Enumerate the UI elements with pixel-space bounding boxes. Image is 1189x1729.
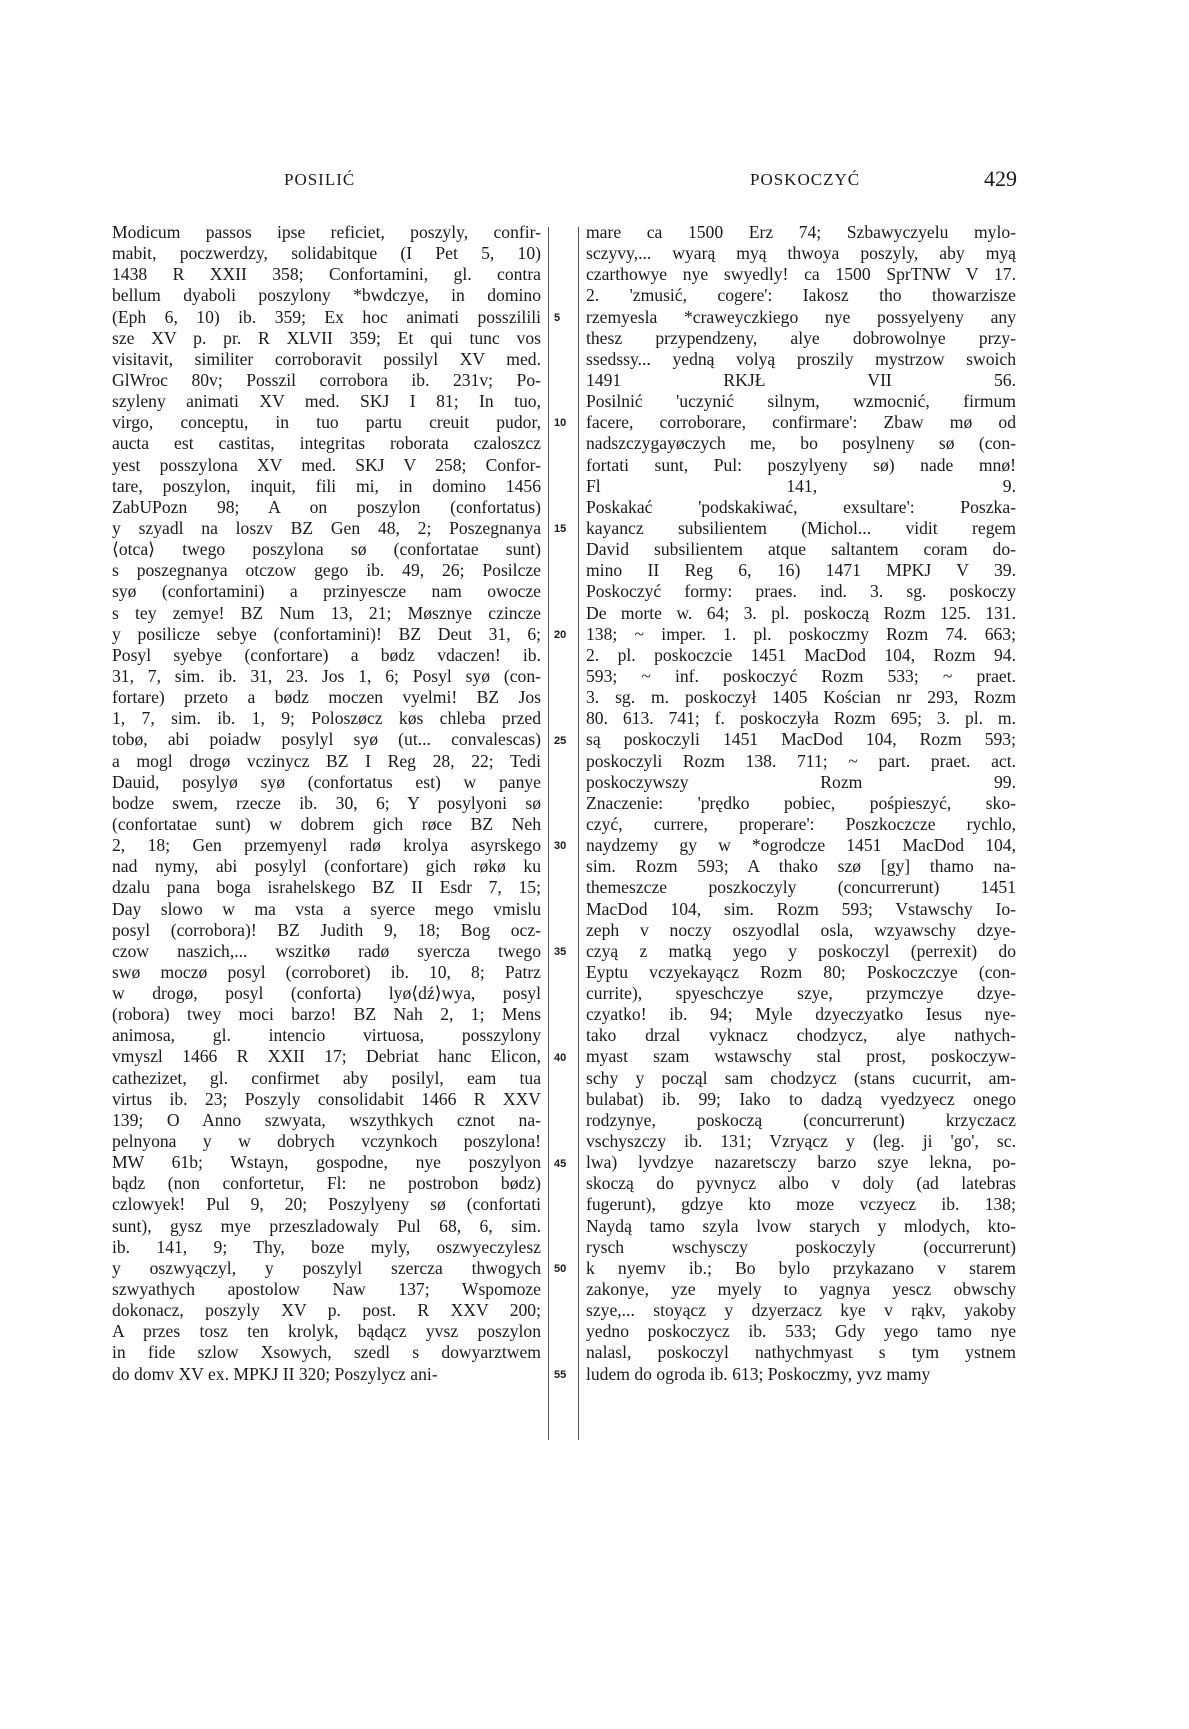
left-column xyxy=(112,222,541,1385)
text-line: themeszcze poszkoczyly (concurrerunt) 1451 xyxy=(586,877,1016,898)
text-line: syø (confortamini) a przinyescze nam owocze xyxy=(112,581,541,602)
line-number: 55 xyxy=(554,1369,567,1382)
line-number: 25 xyxy=(554,734,567,747)
text-line: bellum dyaboli poszylony *bwdczye, in domino xyxy=(112,285,541,306)
text-line: ib. 141, 9; Thy, boze myly, oszwyeczylesz xyxy=(112,1236,541,1257)
text-line: y posilicze sebye (confortamini)! BZ Deut 31, 6; xyxy=(112,623,541,644)
text-line: są poskoczyli 1451 MacDod 104, Rozm 593; xyxy=(586,729,1016,750)
text-line: mabit, poczwerdzy, solidabitque (I Pet 5, 10) xyxy=(112,243,541,264)
text-line: dokonacz, poszyly XV p. post. R XXV 200; xyxy=(112,1300,541,1321)
line-number: 20 xyxy=(554,628,567,641)
text-line: Modicum passos ipse reficiet, poszyly, confir- xyxy=(112,222,541,242)
right-column xyxy=(586,222,1016,1385)
text-line: virgo, conceptu, in tuo partu creuit pudor, xyxy=(112,412,541,433)
text-line: mino II Reg 6, 16) 1471 MPKJ V 39. xyxy=(586,560,1016,581)
text-line: yest posszylona XV med. SKJ V 258; Confor- xyxy=(112,454,541,475)
text-line: 3. sg. m. poskoczył 1405 Kościan nr 293, Rozm xyxy=(586,687,1016,708)
text-line: fugerunt), gdzye kto moze vczyecz ib. 138; xyxy=(586,1194,1016,1215)
text-line: zeph v noczy oszyodlal osla, wzyawschy dzye- xyxy=(586,919,1016,940)
text-line: mare ca 1500 Erz 74; Szbawyczyelu mylo- xyxy=(586,222,1016,242)
text-line: nad nymy, abi posylyl (confortare) gich røkø ku xyxy=(112,856,541,877)
text-line: tare, poszylon, inquit, fili mi, in domino 1456 xyxy=(112,475,541,496)
text-line: in fide szlow Xsowych, szedl s dowyarztwem xyxy=(112,1342,541,1363)
text-line: skoczą do pyvnycz albo v doly (ad latebras xyxy=(586,1173,1016,1194)
text-line: s tey zemye! BZ Num 13, 21; Møsznye czincze xyxy=(112,602,541,623)
text-line: vmyszl 1466 R XXII 17; Debriat hanc Elicon, xyxy=(112,1046,541,1067)
text-line: 2, 18; Gen przemyenyl radø krolya asyrskego xyxy=(112,835,541,856)
text-line: 139; O Anno szwyata, wszythkych cznot na- xyxy=(112,1109,541,1130)
text-line: czyć, currere, properare': Poszkoczcze rychlo, xyxy=(586,813,1016,834)
line-number: 15 xyxy=(554,523,567,536)
text-line: Posilnić 'uczynić silnym, wzmocnić, firmum xyxy=(586,391,1016,412)
text-line: 1, 7, sim. ib. 1, 9; Poloszøcz køs chleba przed xyxy=(112,708,541,729)
text-line: MacDod 104, sim. Rozm 593; Vstawschy Io- xyxy=(586,898,1016,919)
text-line: czlowyek! Pul 9, 20; Poszylyeny sø (confortati xyxy=(112,1194,541,1215)
text-line: do domv XV ex. MPKJ II 320; Poszylycz ani- xyxy=(112,1363,438,1384)
text-line: lwa) lyvdzye nazaretsczy barzo szye lekna, po- xyxy=(586,1152,1016,1173)
text-line: szwyathych apostolow Naw 137; Wspomoze xyxy=(112,1279,541,1300)
text-line: schy y począl sam chodzycz (stans cucurrit, am- xyxy=(586,1067,1016,1088)
text-line: bulabat) ib. 99; Iako to dadzą vyedzyecz onego xyxy=(586,1088,1016,1109)
line-number: 50 xyxy=(554,1263,567,1276)
text-line: yedno poskoczycz ib. 533; Gdy yego tamo nye xyxy=(586,1321,1016,1342)
text-line: MW 61b; Wstayn, gospodne, nye poszylyon xyxy=(112,1152,541,1173)
text-line: ssedssy... yedną volyą proszily mystrzow swoich xyxy=(586,348,1016,369)
text-line: 2. 'zmusić, cogere': Iakosz tho thowarzisze xyxy=(586,285,1016,306)
text-line: facere, corroborare, confirmare': Zbaw mø od xyxy=(586,412,1016,433)
text-line: 2. pl. poskoczcie 1451 MacDod 104, Rozm 94. xyxy=(586,644,1016,665)
text-line: nadszczygayøczych me, bo posylneny sø (con- xyxy=(586,433,1016,454)
text-line: 1438 R XXII 358; Confortamini, gl. contra xyxy=(112,264,541,285)
text-line: animosa, gl. intencio virtuosa, posszylony xyxy=(112,1025,541,1046)
text-line: a mogl drogø vczinycz BZ I Reg 28, 22; Tedi xyxy=(112,750,541,771)
text-line: y szyadl na loszv BZ Gen 48, 2; Poszegnanya xyxy=(112,517,541,538)
text-line: tobø, abi poiadw posylyl syø (ut... convalescas) xyxy=(112,729,541,750)
text-line: visitavit, similiter corroboravit possilyl XV med. xyxy=(112,348,541,369)
text-line: De morte w. 64; 3. pl. poskoczą Rozm 125. 131. xyxy=(586,602,1016,623)
text-line: poskoczyli Rozm 138. 711; ~ part. praet. act. xyxy=(586,750,1016,771)
line-number: 5 xyxy=(554,311,561,324)
text-line: 138; ~ imper. 1. pl. poskoczmy Rozm 74. 663; xyxy=(586,623,1016,644)
text-line: Poskakać 'podskakiwać, exsultare': Poszka- xyxy=(586,496,1016,517)
text-line: zakonye, yze myely to yagnya yescz obwschy xyxy=(586,1279,1016,1300)
text-line: 1491 RKJŁ VII 56. xyxy=(586,369,1016,390)
text-line: szyleny animati XV med. SKJ I 81; In tuo, xyxy=(112,391,541,412)
text-line: fortare) przeto a bødz moczen vyelmi! BZ Jos xyxy=(112,687,541,708)
text-line: sczyvy,... wyarą myą thwoya poszyly, aby myą xyxy=(586,243,1016,264)
text-line: (Eph 6, 10) ib. 359; Ex hoc animati posszilili xyxy=(112,306,541,327)
text-line: ludem do ogroda ib. 613; Poskoczmy, yvz mamy xyxy=(586,1363,931,1384)
text-line: kayancz subsilientem (Michol... vidit regem xyxy=(586,517,1016,538)
text-line: Posyl syebye (confortare) a bødz vdaczen! ib. xyxy=(112,644,541,665)
text-line: szye,... stoyącz y dzyerzacz kye v rąkv, yakoby xyxy=(586,1300,1016,1321)
text-line: aucta est castitas, integritas roborata czaloszcz xyxy=(112,433,541,454)
line-number: 10 xyxy=(554,417,567,430)
text-line: czarthowye nye swyedly! ca 1500 SprTNW V 17. xyxy=(586,264,1016,285)
text-line: fortati sunt, Pul: poszylyeny sø) nade mnø! xyxy=(586,454,1016,475)
text-line: 31, 7, sim. ib. 31, 23. Jos 1, 6; Posyl syø (con- xyxy=(112,665,541,686)
text-line: A przes tosz ten krolyk, bądącz yvsz poszylon xyxy=(112,1321,541,1342)
text-line: (robora) twey moci barzo! BZ Nah 2, 1; Mens xyxy=(112,1004,541,1025)
text-line: GlWroc 80v; Posszil corrobora ib. 231v; Po- xyxy=(112,369,541,390)
page-number: 429 xyxy=(984,166,1017,191)
text-line: virtus ib. 23; Poszyly consolidabit 1466 R XXV xyxy=(112,1088,541,1109)
text-line: czow naszich,... wszitkø radø syercza twego xyxy=(112,940,541,961)
text-line: posyl (corrobora)! BZ Judith 9, 18; Bog ocz- xyxy=(112,919,541,940)
text-line: w drogø, posyl (conforta) lyø⟨dź⟩wya, posyl xyxy=(112,983,541,1004)
line-number: 35 xyxy=(554,946,567,959)
text-line: Naydą tamo szyla lvow starych y mlodych, kto- xyxy=(586,1215,1016,1236)
text-line: bodze swem, rzecze ib. 30, 6; Y posylyoni sø xyxy=(112,792,541,813)
text-line: poskoczywszy Rozm 99. xyxy=(586,771,1016,792)
text-line: rodzynye, poskoczą (concurrerunt) krzyczacz xyxy=(586,1109,1016,1130)
column-rule-right xyxy=(578,227,579,1440)
text-line: naydzemy gy w *ogrodcze 1451 MacDod 104, xyxy=(586,835,1016,856)
text-line: s poszegnanya otczow gego ib. 49, 26; Posilcze xyxy=(112,560,541,581)
text-line: sunt), gysz mye przeszladowaly Pul 68, 6, sim. xyxy=(112,1215,541,1236)
text-line: vschyszczy ib. 131; Vzryącz y (leg. ji 'go', sc. xyxy=(586,1131,1016,1152)
line-number: 40 xyxy=(554,1051,567,1064)
text-line: tako drzal vyknacz chodzycz, alye nathych- xyxy=(586,1025,1016,1046)
text-line: Poskoczyć formy: praes. ind. 3. sg. poskoczy xyxy=(586,581,1016,602)
text-line: nalasl, poskoczyl nathychmyast s tym ystnem xyxy=(586,1342,1016,1363)
text-line: Fl 141, 9. xyxy=(586,475,1016,496)
text-line: sze XV p. pr. R XLVII 359; Et qui tunc vos xyxy=(112,327,541,348)
text-line: thesz przypendzeny, alye dobrowolnye przy- xyxy=(586,327,1016,348)
text-line: rysch wschysczy poskoczyly (occurrerunt) xyxy=(586,1236,1016,1257)
text-line: ⟨otca⟩ twego poszylona sø (confortatae sunt) xyxy=(112,539,541,560)
text-line: Eyptu vczyekayącz Rozm 80; Poskoczczye (con- xyxy=(586,961,1016,982)
line-number: 30 xyxy=(554,840,567,853)
text-line: ZabUPozn 98; A on poszylon (confortatus) xyxy=(112,496,541,517)
text-line: (confortatae sunt) w dobrem gich røce BZ Neh xyxy=(112,813,541,834)
text-line: k nyemv ib.; Bo bylo przykazano v starem xyxy=(586,1257,1016,1278)
text-line: David subsilientem atque saltantem coram do- xyxy=(586,539,1016,560)
text-line: dzalu pana boga israhelskego BZ II Esdr 7, 15; xyxy=(112,877,541,898)
line-number: 45 xyxy=(554,1157,567,1170)
column-rule-left xyxy=(548,227,549,1440)
text-line: y oszwyączyl, y poszylyl szercza thwogych xyxy=(112,1257,541,1278)
text-line: cathezizet, gl. confirmet aby posilyl, eam tua xyxy=(112,1067,541,1088)
text-line: czyą z matką yego y poskoczyl (perrexit) do xyxy=(586,940,1016,961)
text-line: bądz (non confortetur, Fl: ne postrobon bødz) xyxy=(112,1173,541,1194)
text-line: Znaczenie: 'prędko pobiec, pośpieszyć, sko- xyxy=(586,792,1016,813)
text-line: myast szam wstawschy stal prost, poskoczyw- xyxy=(586,1046,1016,1067)
running-head-right: POSKOCZYĆ xyxy=(750,170,861,189)
text-line: rzemyesla *craweyczkiego nye possyelyeny any xyxy=(586,306,1016,327)
text-line: 593; ~ inf. poskoczyć Rozm 533; ~ praet. xyxy=(586,665,1016,686)
text-line: Dauid, posylyø syø (confortatus est) w panye xyxy=(112,771,541,792)
text-line: swø moczø posyl (corroboret) ib. 10, 8; Patrz xyxy=(112,961,541,982)
running-head-left: POSILIĆ xyxy=(284,170,356,189)
text-line: currite), spyeschczye szye, przymczye dzye- xyxy=(586,983,1016,1004)
text-line: 80. 613. 741; f. poskoczyła Rozm 695; 3. pl. m. xyxy=(586,708,1016,729)
text-line: pelnyona y w dobrych vczynkoch poszylona! xyxy=(112,1131,541,1152)
text-line: czyatko! ib. 94; Myle dzyeczyatko Iesus nye- xyxy=(586,1004,1016,1025)
text-line: sim. Rozm 593; A thako szø [gy] thamo na- xyxy=(586,856,1016,877)
text-line: Day slowo w ma vsta a syerce mego vmislu xyxy=(112,898,541,919)
